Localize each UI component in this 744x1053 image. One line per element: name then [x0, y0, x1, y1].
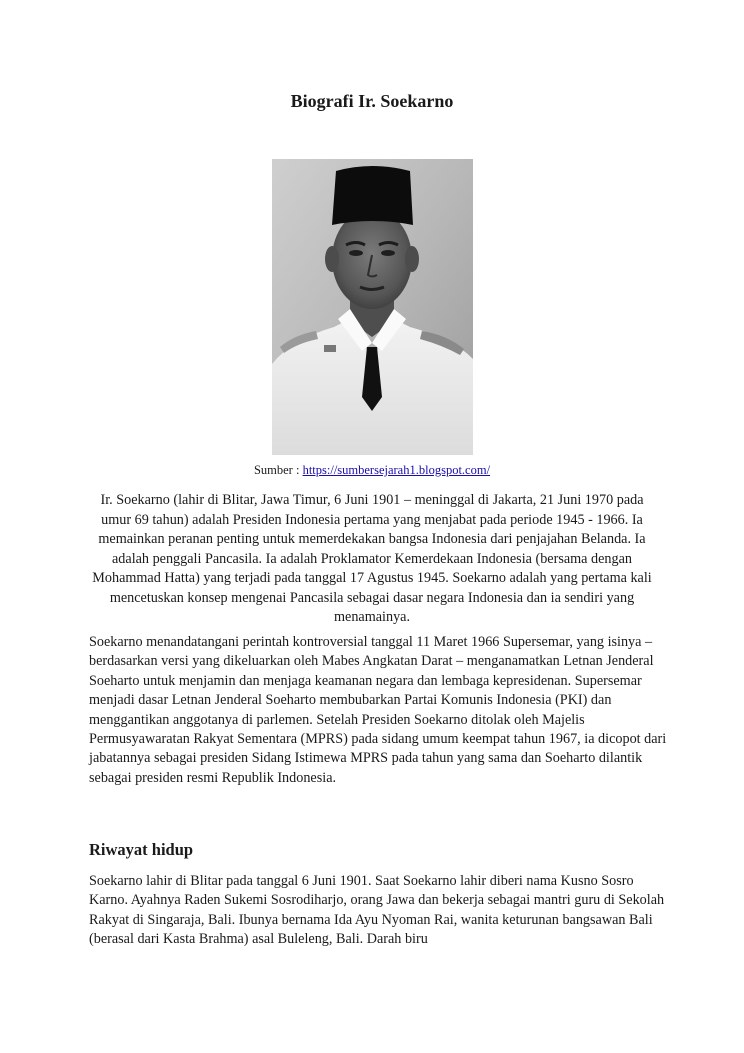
- intro-paragraph: Ir. Soekarno (lahir di Blitar, Jawa Timur, 6 Juni 1901 – meninggal di Jakarta, 21 Juni 1970 pada umur 69 tahun) adalah Presiden Indonesia pertama yang menjabat pada periode 1945 - 1966. Ia memainkan peranan penting untuk memerdekakan bangsa Indonesia dari penjajahan Belanda. Ia adalah penggali Pancasila. Ia adalah Proklamator Kemerdekaan Indonesia (bersama dengan Mohammad Hatta) yang terjadi pada tanggal 17 Agustus 1945. Soekarno adalah yang pertama kali mencetuskan konsep mengenai Pancasila sebagai dasar negara Indonesia dan ia sendiri yang menamainya.: [92, 492, 652, 625]
- section-heading-riwayat-hidup: Riwayat hidup: [89, 840, 194, 859]
- caption-label: Sumber :: [253, 463, 300, 477]
- photo-caption: [0, 463, 744, 478]
- body-paragraph-supersemar: Soekarno menandatangani perintah kontroversial tanggal 11 Maret 1966 Supersemar, yang isinya – berdasarkan versi yang dikeluarkan oleh Mabes Angkatan Darat – menganamatkan Letnan Jenderal Soeharto untuk menjamin dan menjaga keamanan negara dan lembaga kepresidenan. Supersemar menjadi dasar Letnan Jenderal Soeharto membubarkan Partai Komunis Indonesia (PKI) dan menggantikan anggotanya di parlemen. Setelah Presiden Soekarno ditolak oleh Majelis Permusyawaratan Rakyat Sementara (MPRS) pada sidang umum keempat tahun 1967, ia dicopot dari jabatannya sebagai presiden Sidang Istimewa MPRS pada tahun yang sama dan Soeharto dilantik sebagai presiden resmi Republik Indonesia.: [89, 634, 667, 786]
- portrait-photo: [272, 159, 473, 455]
- source-link[interactable]: https://sumbersejarah1.blogspot.com/: [302, 463, 491, 477]
- document-title: Biografi Ir. Soekarno: [290, 91, 454, 111]
- body-paragraph-riwayat: Soekarno lahir di Blitar pada tanggal 6 Juni 1901. Saat Soekarno lahir diberi nama Kusno Sosro Karno. Ayahnya Raden Sukemi Sosrodiharjo, orang Jawa dan bekerja sebagai mantri guru di Sekolah Rakyat di Singaraja, Bali. Ibunya bernama Ida Ayu Nyoman Rai, wanita keturunan bangsawan Bali (berasal dari Kasta Brahma) asal Buleleng, Bali. Darah biru: [89, 873, 665, 948]
